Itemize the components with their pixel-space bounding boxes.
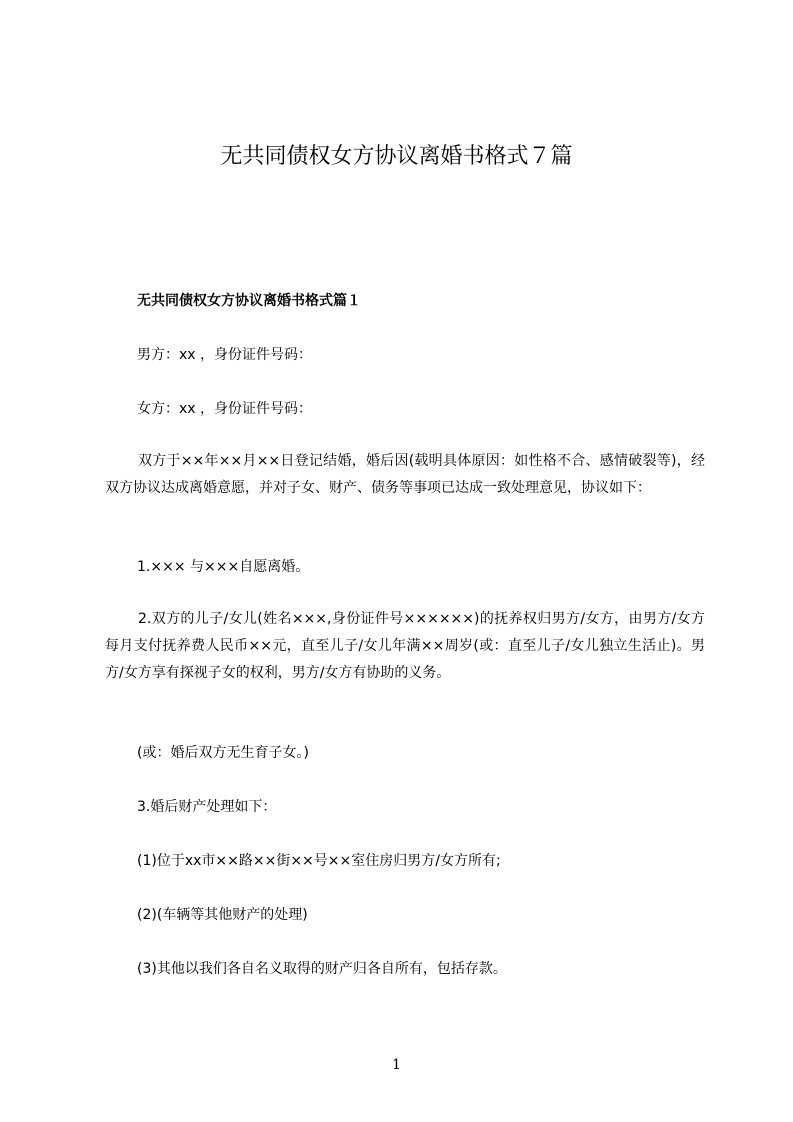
clause-3-item-1: (1)位于xx市××路××街××号××室住房归男方/女方所有;	[137, 853, 501, 869]
intro-paragraph: 双方于××年××月××日登记结婚，婚后因(载明具体原因：如性格不合、感情破裂等)，经双方协议达成离婚意愿，并对子女、财产、债务等事项已达成一致处理意见，协议如下：	[105, 453, 705, 496]
clause-3: 3.婚后财产处理如下：	[137, 799, 277, 815]
clause-1: 1.××× 与×××自愿离婚。	[137, 559, 310, 575]
section-heading: 无共同债权女方协议离婚书格式篇１	[137, 293, 361, 309]
clause-2: 2.双方的儿子/女儿(姓名×××,身份证件号××××××)的抚养权归男方/女方，由男方/女方每月支付抚养费人民币××元，直至儿子/女儿年满××周岁(或：直至儿子/女儿独立生活止)。男方/女方享有探视子女的权利，男方/女方有协助的义务。	[105, 611, 705, 681]
page-number: 1	[392, 1057, 401, 1073]
document-title: 无共同债权女方协议离婚书格式７篇	[220, 144, 573, 169]
clause-3-item-2: (2)(车辆等其他财产的处理)	[137, 907, 308, 923]
female-party-line: 女方：xx ，身份证件号码：	[137, 401, 313, 417]
clause-2-alternative: (或：婚后双方无生育子女。)	[137, 745, 309, 761]
clause-3-item-3: (3)其他以我们各自名义取得的财产归各自所有，包括存款。	[137, 961, 507, 977]
male-party-line: 男方：xx ，身份证件号码：	[137, 347, 313, 363]
